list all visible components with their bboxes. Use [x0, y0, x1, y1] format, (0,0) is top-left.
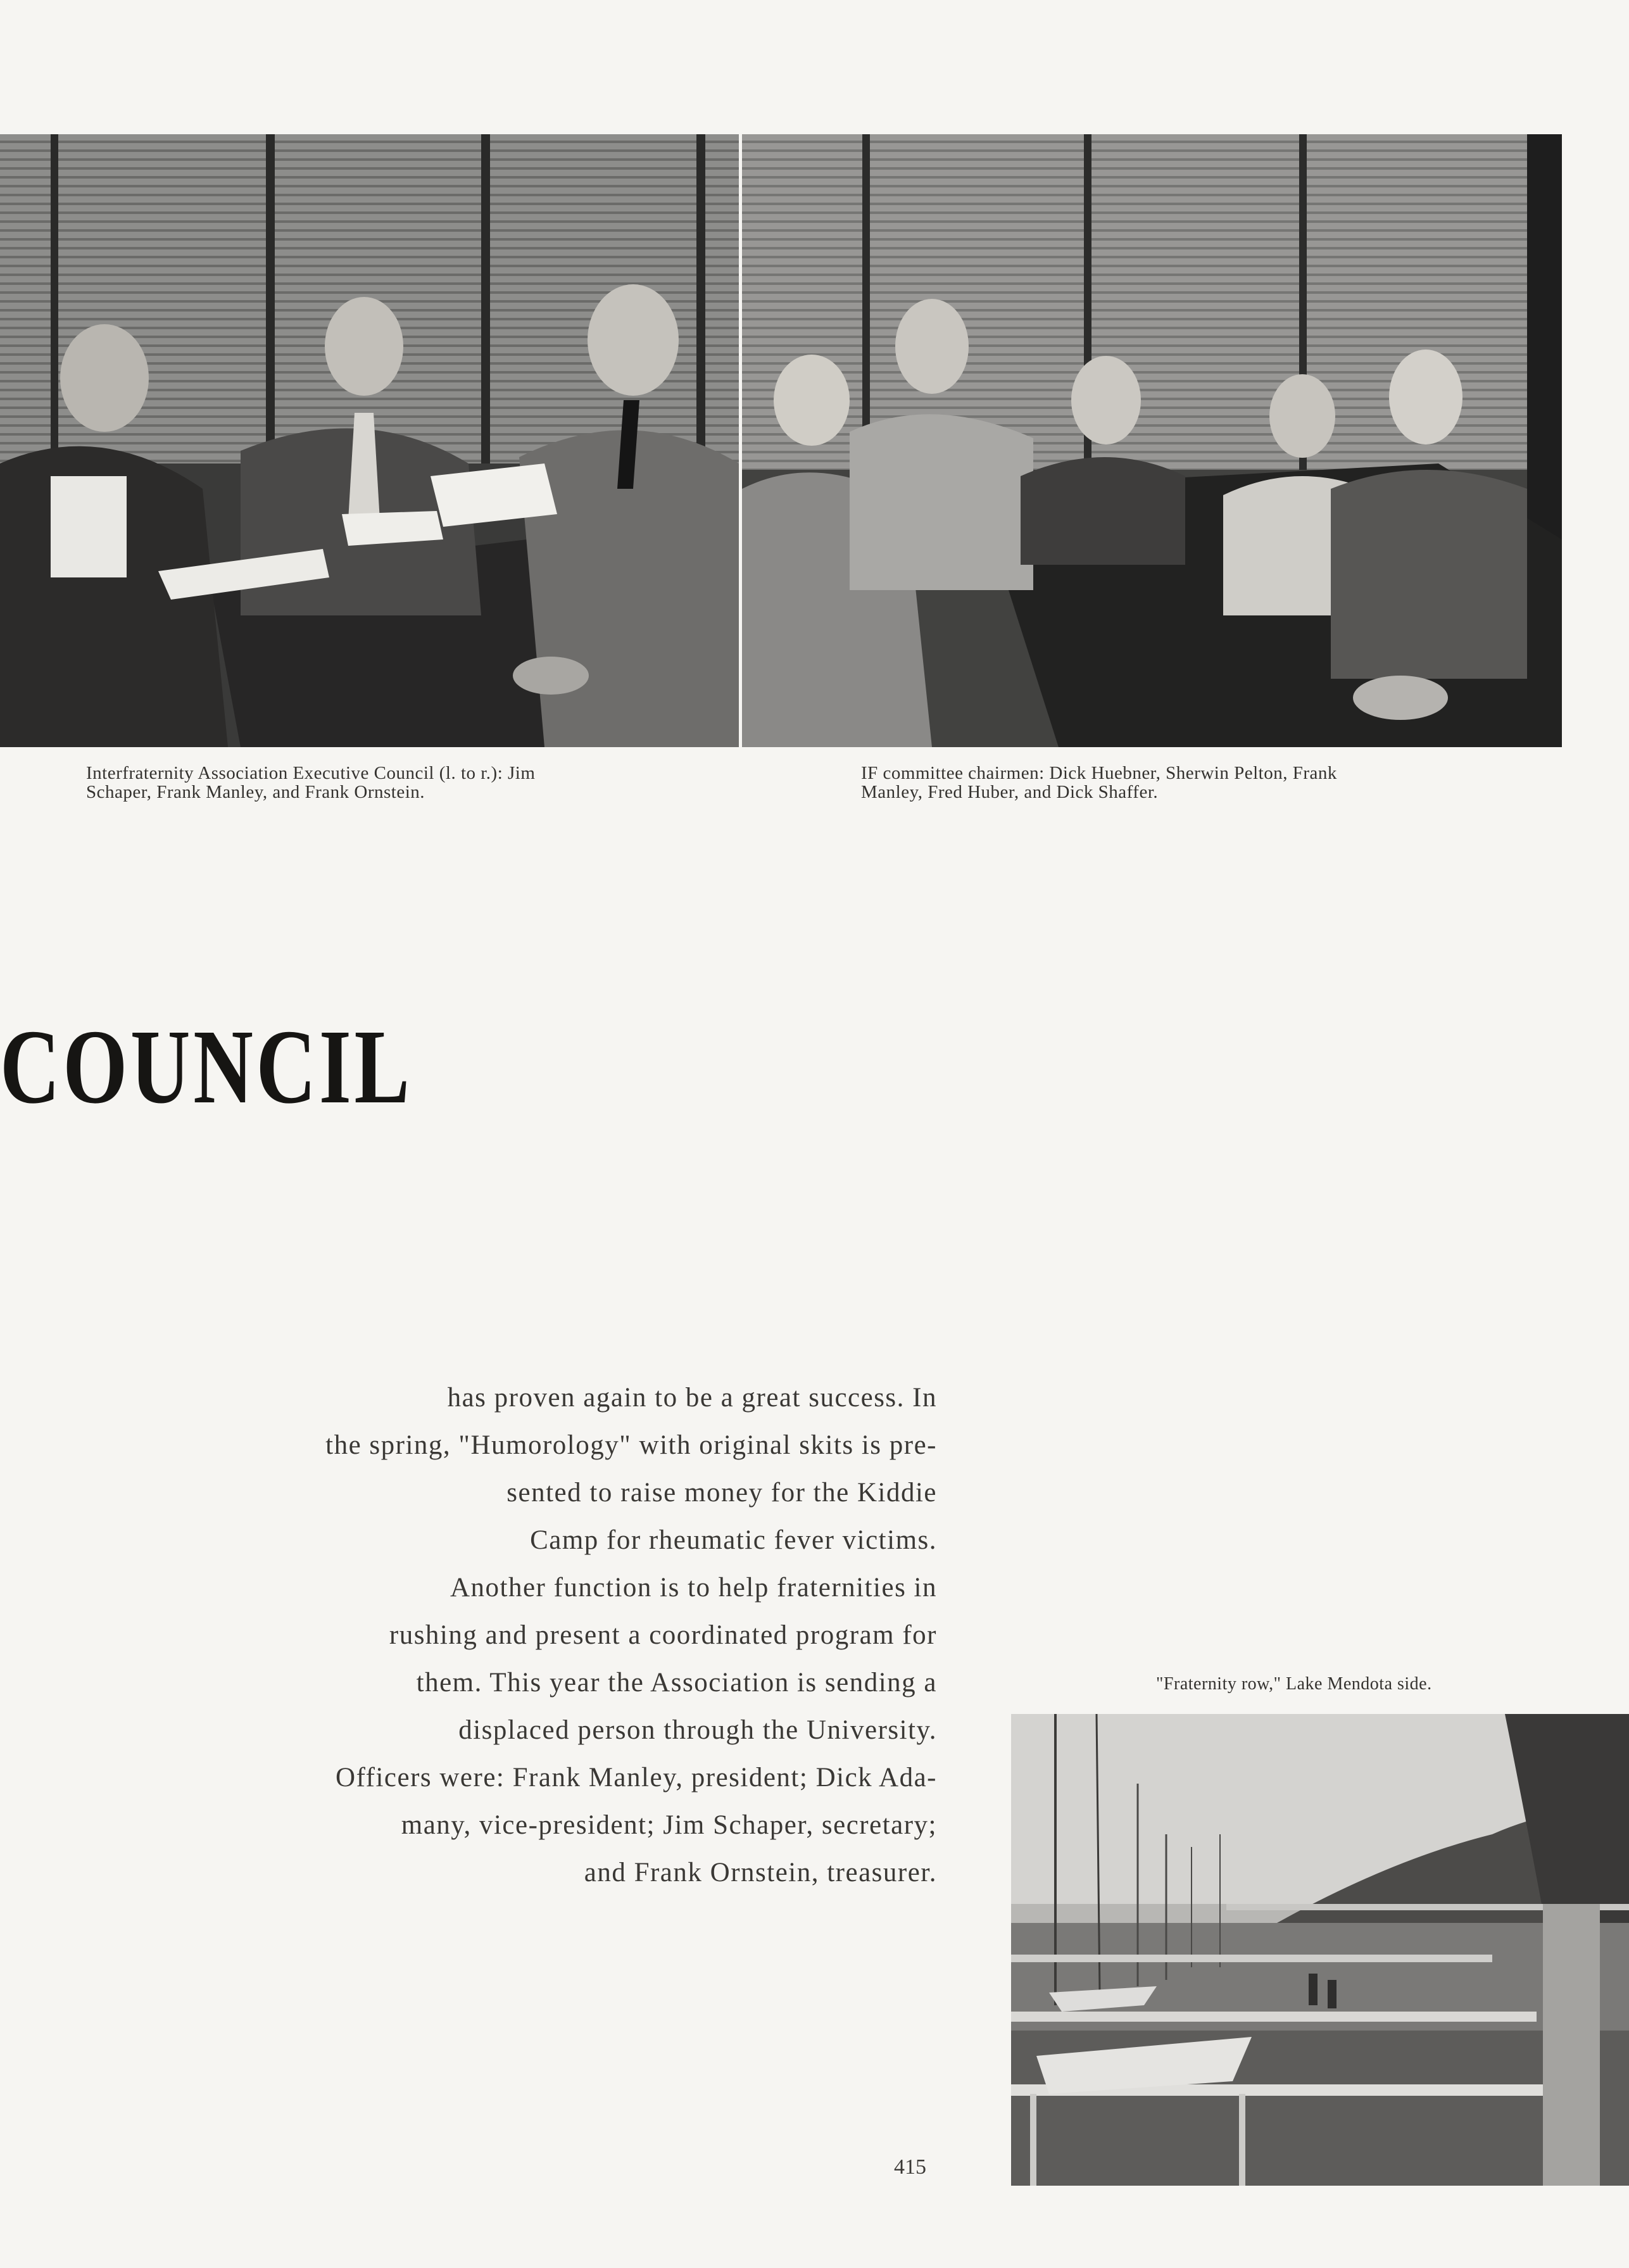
body-line: Camp for rheumatic fever victims. — [530, 1525, 937, 1555]
executive-council-caption — [86, 764, 669, 802]
executive-council-photo — [0, 134, 739, 747]
body-line: sented to raise money for the Kiddie — [506, 1478, 937, 1508]
body-line: displaced person through the University. — [458, 1715, 937, 1745]
body-line: them. This year the Association is sending a — [416, 1668, 937, 1698]
caption-line: IF committee chairmen: Dick Huebner, Sherwin Pelton, Frank — [861, 763, 1337, 783]
caption-line: Manley, Fred Huber, and Dick Shaffer. — [861, 782, 1159, 802]
body-line: has proven again to be a great success. In — [447, 1383, 937, 1413]
page-number: 415 — [894, 2155, 926, 2179]
body-line: and Frank Ornstein, treasurer. — [584, 1858, 937, 1887]
body-line: the spring, "Humorology" with original skits is pre- — [325, 1430, 937, 1460]
body-line: Officers were: Frank Manley, president; Dick Ada- — [336, 1763, 937, 1792]
article-body — [190, 1374, 937, 1896]
caption-line: Schaper, Frank Manley, and Frank Ornstein. — [86, 782, 425, 802]
body-line: many, vice-president; Jim Schaper, secretary; — [401, 1810, 937, 1840]
fraternity-row-photo — [1011, 1714, 1629, 2186]
fraternity-row-image — [1011, 1714, 1629, 2186]
caption-line: Interfraternity Association Executive Council (l. to r.): Jim — [86, 763, 536, 783]
fraternity-row-caption: "Fraternity row," Lake Mendota side. — [1156, 1674, 1432, 1694]
committee-chairmen-photo — [742, 134, 1562, 747]
council-headline: COUNCIL — [0, 1008, 413, 1126]
executive-council-image — [0, 134, 739, 747]
body-line: Another function is to help fraternities in — [450, 1573, 937, 1603]
body-line: rushing and present a coordinated program for — [389, 1620, 937, 1650]
committee-chairmen-image — [742, 134, 1562, 747]
committee-chairmen-caption — [861, 764, 1469, 802]
